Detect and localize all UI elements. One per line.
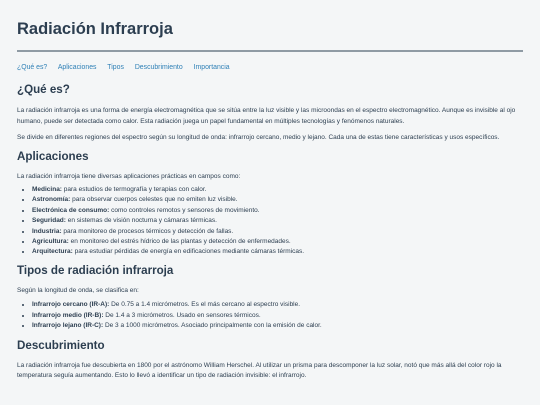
list-item <box>32 195 523 205</box>
list-item-term: Infrarrojo lejano (IR-C): <box>32 322 104 330</box>
section-que-es <box>17 83 523 144</box>
list-item-text: para estudios de termografía y terapias con calor. <box>61 186 207 193</box>
section-heading-aplicaciones: Aplicaciones <box>17 149 89 163</box>
tipos-intro: Según la longitud de onda, se clasifica en: <box>17 286 139 294</box>
list-item-text: para observar cuerpos celestes que no emiten luz visible. <box>70 196 238 204</box>
list-item-term: Seguridad: <box>32 217 66 225</box>
aplicaciones-intro: La radiación infrarroja tiene diversas aplicaciones prácticas en campos como: <box>17 172 241 180</box>
descubrimiento-paragraph-1: La radiación infrarroja fue descubierta en 1800 por el astrónomo William Herschel. Al utilizar un prisma para descomponer la luz solar, notó que más allá del color rojo la temperatura seguía aumentando. Esto lo llevó a identificar un tipo de radiación invisible: el infrarrojo. <box>17 361 502 380</box>
que-es-paragraph-1: La radiación infrarroja es una forma de energía electromagnética que se sitúa entre la luz visible y las microondas en el espectro electromagnético. Aunque es invisible al ojo humano, puede ser detectada como calor. Esta radiación juega un papel fundamental en múltiples tecnologías y fenómenos naturales. <box>17 107 516 125</box>
list-item <box>32 300 523 310</box>
list-item-text: como controles remotos y sensores de movimiento. <box>109 206 260 214</box>
list-item-text: en monitoreo del estrés hídrico de las plantas y detección de enfermedades. <box>68 238 291 246</box>
section-heading-tipos: Tipos de radiación infrarroja <box>17 263 174 277</box>
list-item <box>32 216 523 226</box>
nav-link-aplicaciones[interactable]: Aplicaciones <box>57 64 97 71</box>
section-tipos <box>17 264 523 332</box>
aplicaciones-list <box>17 185 523 258</box>
section-aplicaciones <box>17 150 523 258</box>
tipos-list <box>17 300 523 331</box>
list-item <box>32 311 523 321</box>
list-item-term: Medicina: <box>32 186 62 193</box>
list-item-text: De 3 a 1000 micrómetros. Asociado principalmente con la emisión de calor. <box>103 322 322 330</box>
list-item <box>32 227 523 237</box>
list-item-text: para estudiar pérdidas de energía en edificaciones mediante cámaras térmicas. <box>72 248 305 256</box>
section-descubrimiento <box>17 339 523 382</box>
list-item-term: Infrarrojo cercano (IR-A): <box>32 301 110 309</box>
list-item <box>32 237 523 247</box>
list-item-text: De 0.75 a 1.4 micrómetros. Es el más cercano al espectro visible. <box>109 301 301 309</box>
nav-link-descubrimiento[interactable]: Descubrimiento <box>134 64 183 71</box>
list-item <box>32 185 523 195</box>
title-divider <box>17 50 523 52</box>
list-item-term: Astronomía: <box>32 196 71 204</box>
list-item-term: Agricultura: <box>32 238 69 246</box>
list-item <box>32 247 523 257</box>
que-es-paragraph-2: Se divide en diferentes regiones del espectro según su longitud de onda: infrarrojo cercano, medio y lejano. Cada una de estas tiene características y usos específicos. <box>17 134 500 141</box>
list-item-term: Electrónica de consumo: <box>32 206 110 214</box>
section-nav <box>17 63 523 72</box>
list-item-term: Industria: <box>32 227 62 235</box>
nav-link-tipos[interactable]: Tipos <box>107 64 124 71</box>
page-title: Radiación Infrarroja <box>17 20 173 38</box>
list-item-term: Arquitectura: <box>32 248 73 256</box>
list-item <box>32 206 523 216</box>
list-item-text: para monitoreo de procesos térmicos y detección de fallas. <box>61 227 234 235</box>
list-item-term: Infrarrojo medio (IR-B): <box>32 311 104 319</box>
list-item-text: en sistemas de visión nocturna y cámaras térmicas. <box>65 217 217 225</box>
nav-link-importancia[interactable]: Importancia <box>193 64 230 71</box>
list-item <box>32 321 523 331</box>
nav-link-que-es[interactable]: ¿Qué es? <box>17 64 48 71</box>
section-heading-descubrimiento: Descubrimiento <box>17 338 105 352</box>
section-heading-que-es: ¿Qué es? <box>17 83 70 96</box>
list-item-text: De 1.4 a 3 micrómetros. Usado en sensores térmicos. <box>103 311 261 319</box>
